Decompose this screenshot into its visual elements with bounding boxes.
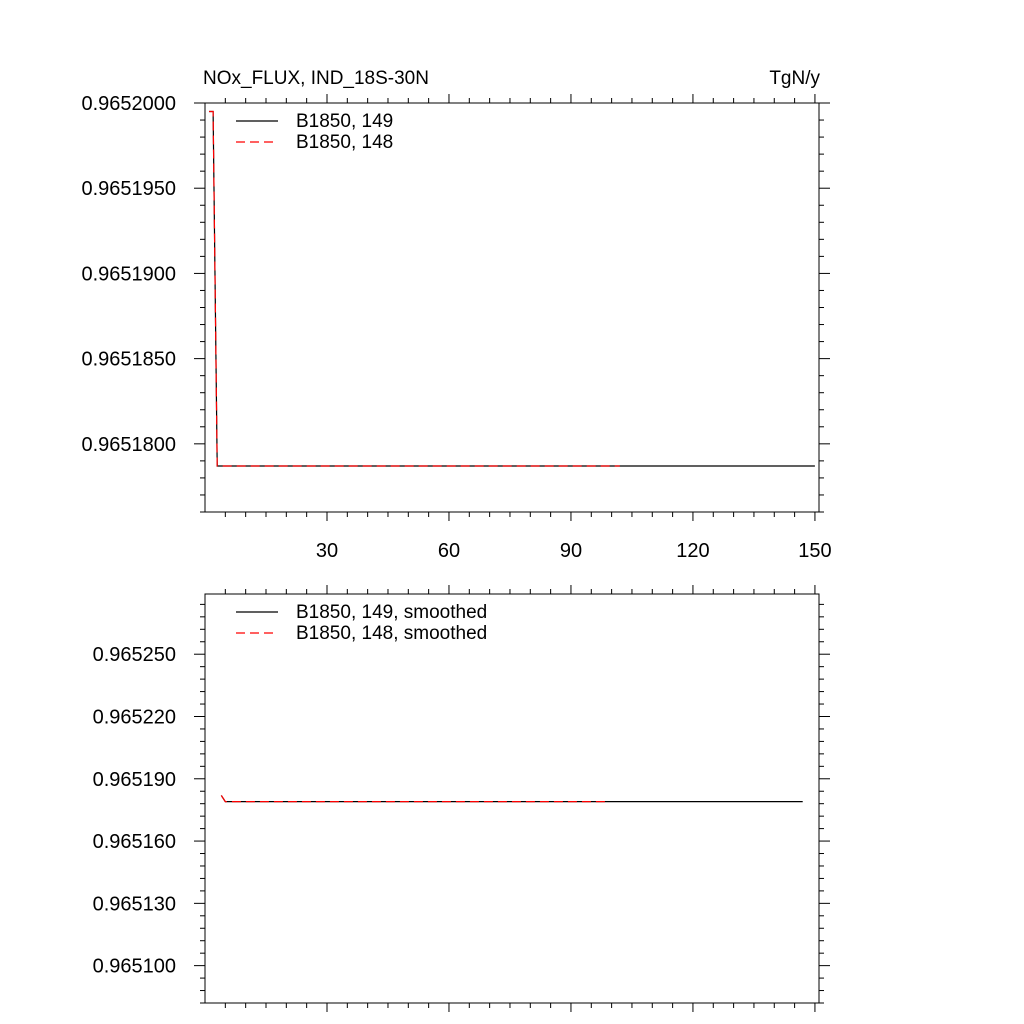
x-tick-label: 60 [437, 540, 461, 562]
y-tick-label: 0.9651900 [81, 263, 176, 286]
legend-label-1: B1850, 149, smoothed [296, 602, 488, 623]
series-line-2 [221, 795, 607, 801]
y-tick-label: 0.965220 [92, 706, 176, 729]
plot-frame [205, 594, 819, 1003]
y-tick-label: 0.965250 [92, 644, 176, 667]
y-tick-label: 0.965160 [92, 831, 176, 854]
x-tick-label: 90 [559, 540, 583, 562]
x-tick-label: 150 [798, 540, 832, 562]
units-label: TgN/y [769, 68, 820, 89]
y-tick-label: 0.965190 [92, 768, 176, 791]
x-tick-label: 120 [676, 540, 710, 562]
y-tick-label: 0.9651800 [81, 433, 176, 456]
legend-label-2: B1850, 148, smoothed [296, 623, 488, 644]
legend-label-1: B1850, 149 [296, 111, 394, 132]
y-tick-label: 0.9651950 [81, 178, 176, 201]
plot-frame [205, 103, 819, 512]
series-line-2 [209, 112, 620, 467]
x-tick-label: 30 [315, 540, 339, 562]
series-line-1 [209, 112, 815, 467]
y-tick-label: 0.965100 [92, 955, 176, 978]
y-tick-label: 0.9651850 [81, 348, 176, 371]
legend-label-2: B1850, 148 [296, 132, 394, 153]
chart-title: NOx_FLUX, IND_18S-30N [203, 68, 429, 89]
bottom-panel [93, 585, 830, 1012]
y-tick-label: 0.9652000 [81, 93, 176, 115]
series-line-1 [221, 795, 802, 801]
y-tick-label: 0.965130 [92, 893, 176, 916]
top-panel [81, 68, 831, 562]
